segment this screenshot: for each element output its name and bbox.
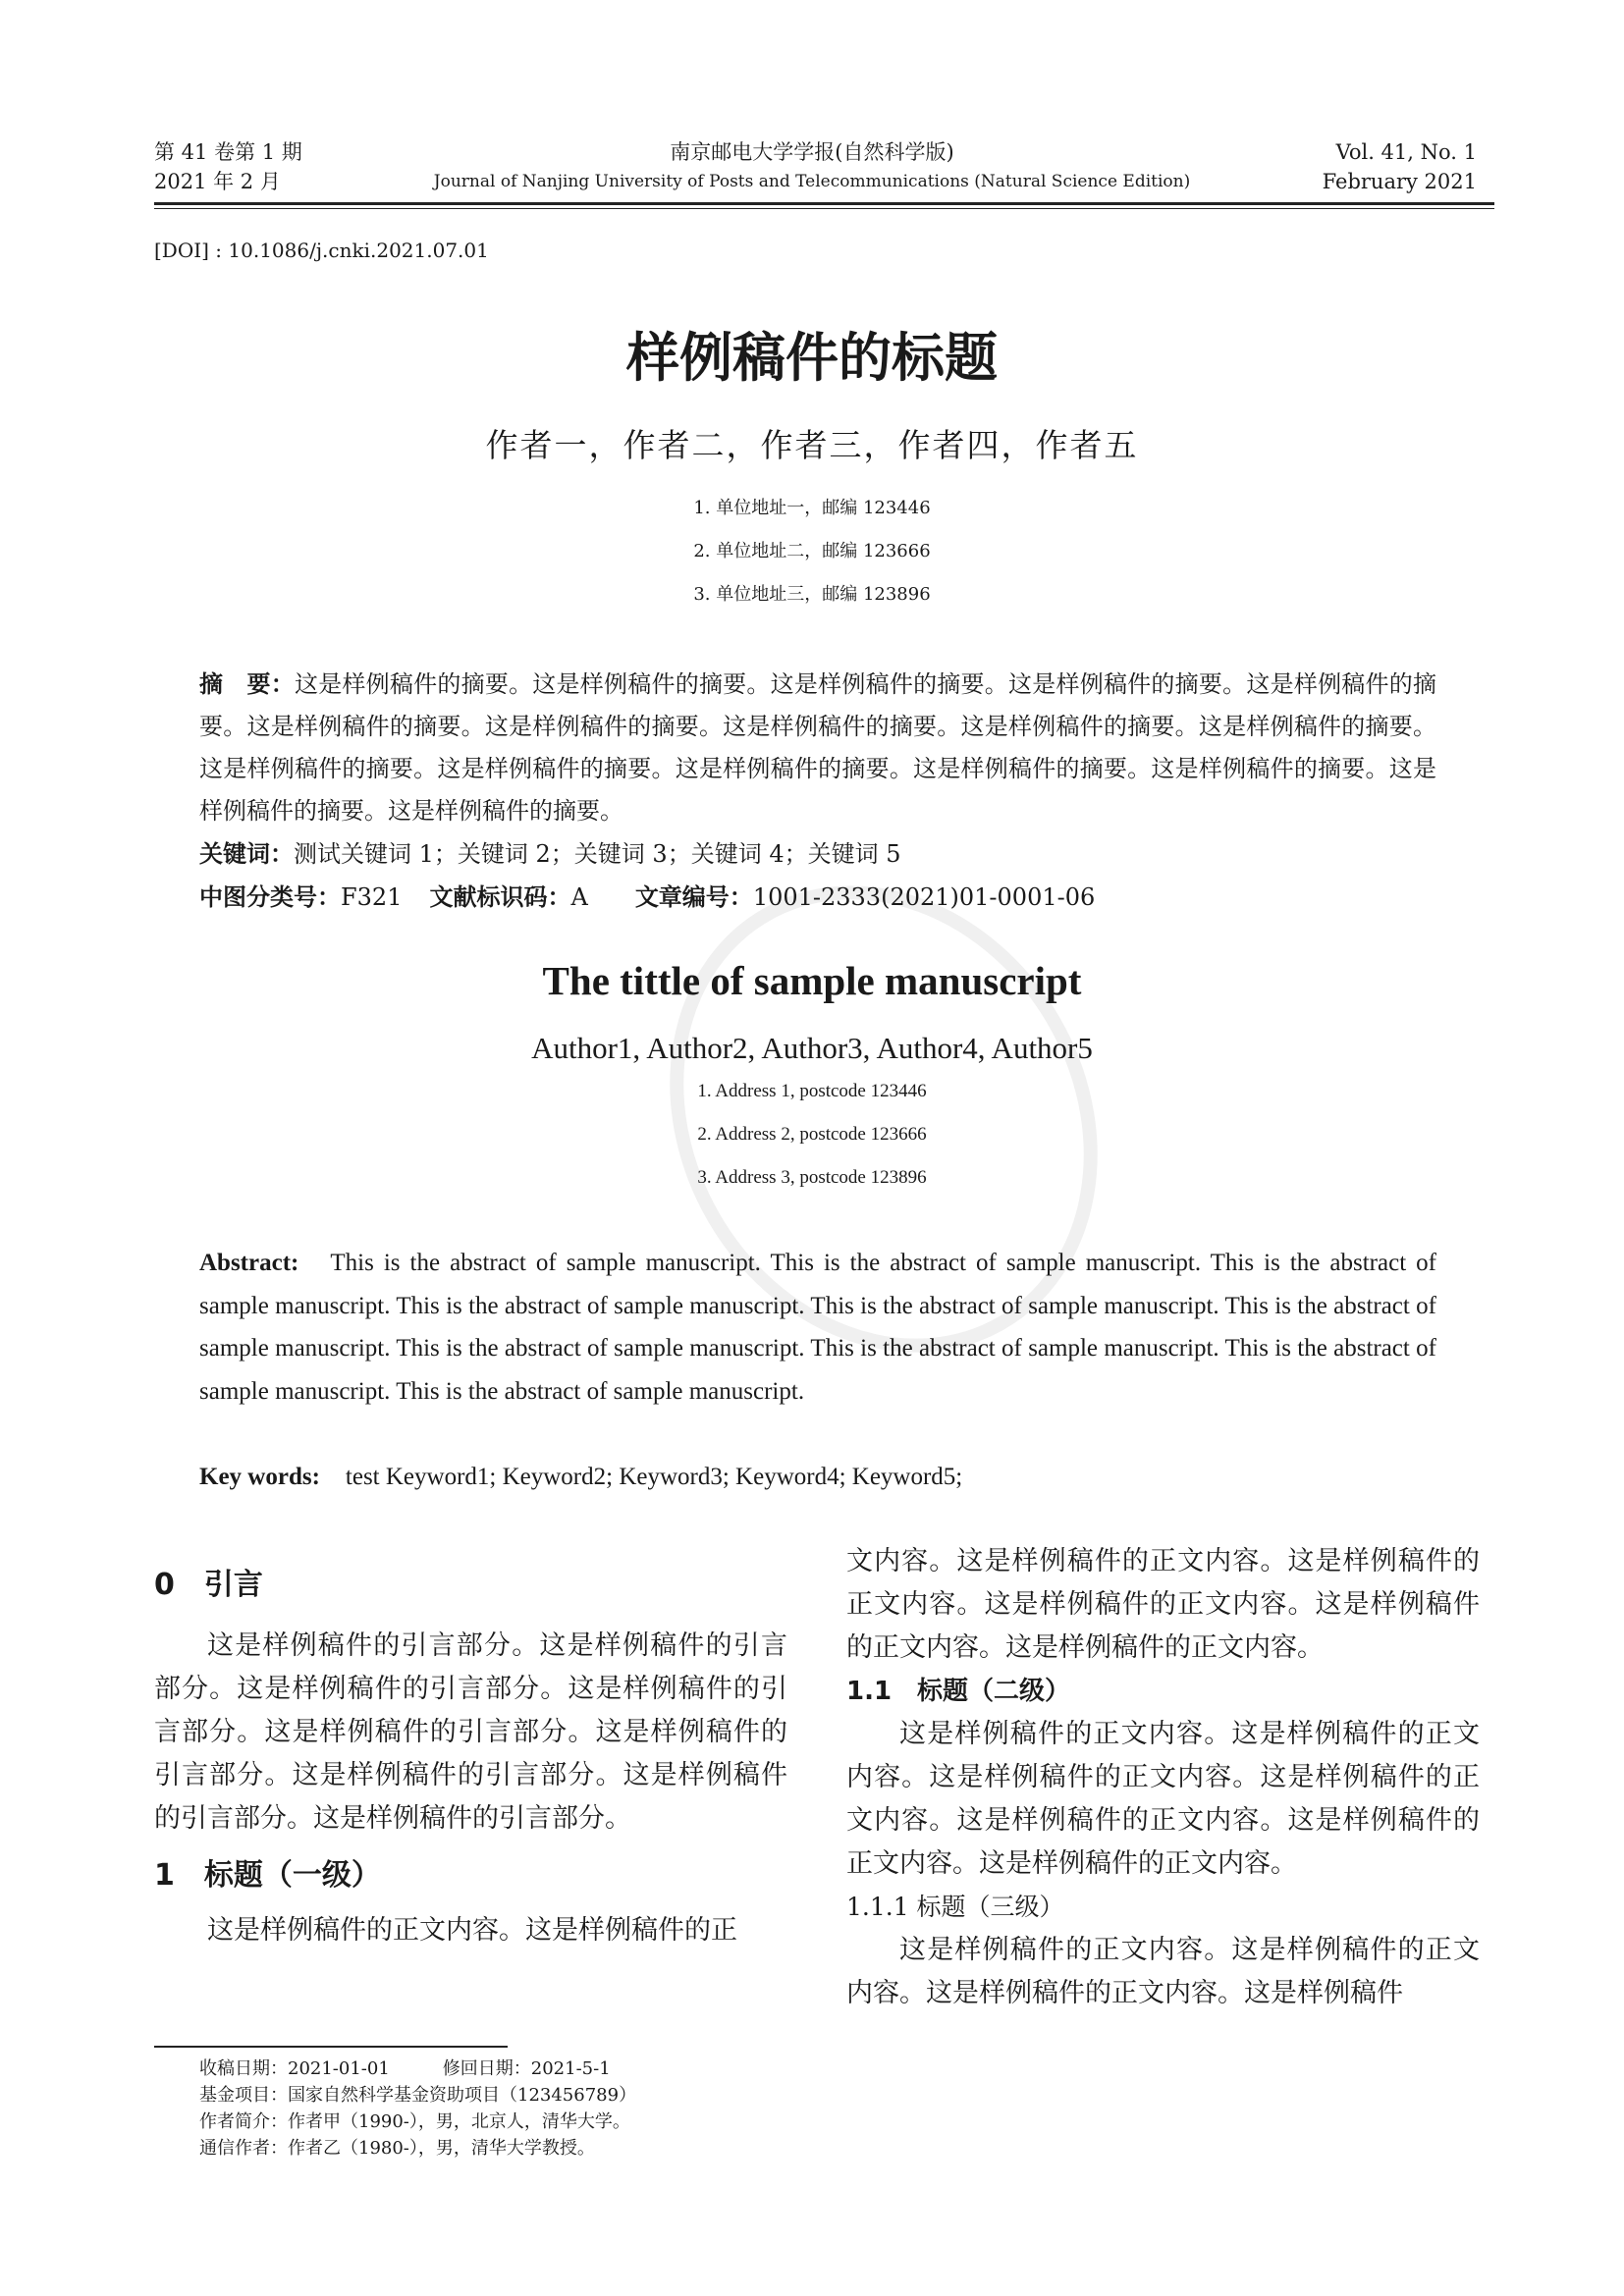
header-volume-en: Vol. 41, No. 1	[1335, 140, 1477, 164]
article-no-label: 文章编号：	[634, 883, 753, 911]
keywords-en	[199, 1456, 1436, 1499]
section-1-paragraph-start: 这是样例稿件的正文内容。这是样例稿件的正	[207, 1915, 737, 1946]
authors-en: Author1, Author2, Author3, Author4, Author5	[531, 1031, 1093, 1065]
section-heading-1-1-1: 1.1.1 标题（三级）	[846, 1893, 1064, 1921]
header-rule-thick	[154, 202, 1494, 205]
header-date-en: February 2021	[1322, 170, 1477, 193]
keywords-en-label: Key words:	[199, 1464, 320, 1490]
abstract-en-label: Abstract:	[199, 1250, 299, 1276]
classification-line	[199, 877, 1436, 919]
abstract-cn	[199, 664, 1436, 832]
clc-value: F321	[341, 883, 403, 911]
paper-title-cn: 样例稿件的标题	[626, 327, 998, 389]
header-journal	[295, 137, 1329, 196]
footnote-author-bio: 作者简介：作者甲（1990-），男，北京人，清华大学。	[199, 2111, 630, 2132]
affiliation-cn-2: 2. 单位地址二，邮编 123666	[693, 541, 931, 561]
header-volume-cn: 第 41 卷第 1 期	[154, 140, 302, 164]
keywords-cn-label: 关键词：	[199, 840, 294, 868]
clc-label: 中图分类号：	[199, 883, 341, 911]
header-rule-thin	[154, 208, 1494, 209]
affiliation-en-2: 2. Address 2, postcode 123666	[697, 1124, 927, 1145]
doc-code-value: A	[570, 883, 588, 911]
section-heading-intro: 0 引言	[154, 1568, 263, 1602]
body-right-column	[846, 1540, 1480, 2015]
section-1-1-1-paragraph: 这是样例稿件的正文内容。这是样例稿件的正文内容。这是样例稿件的正文内容。这是样例稿件	[846, 1935, 1480, 2008]
section-heading-1: 1 标题（一级）	[154, 1858, 381, 1893]
affiliation-cn-3: 3. 单位地址三，邮编 123896	[693, 584, 931, 605]
footnote-corresponding-author: 通信作者：作者乙（1980-），男，清华大学教授。	[199, 2138, 595, 2159]
footnote-received: 收稿日期：2021-01-01 修回日期：2021-5-1	[199, 2058, 611, 2079]
footnote-rule	[154, 2046, 508, 2048]
header-issue	[154, 137, 302, 196]
keywords-en-text: test Keyword1; Keyword2; Keyword3; Keyword4; Keyword5;	[345, 1464, 963, 1490]
abstract-cn-label: 摘 要：	[199, 670, 295, 698]
affiliation-en-1: 1. Address 1, postcode 123446	[697, 1081, 927, 1101]
article-no-value: 1001-2333(2021)01-0001-06	[752, 883, 1096, 911]
body-left-column	[154, 1564, 787, 1952]
keywords-cn-text: 测试关键词 1；关键词 2；关键词 3；关键词 4；关键词 5	[294, 840, 901, 868]
header-volume	[1323, 137, 1477, 196]
journal-name-en: Journal of Nanjing University of Posts and Telecommunications (Natural Science Edition)	[433, 172, 1191, 191]
intro-paragraph: 这是样例稿件的引言部分。这是样例稿件的引言部分。这是样例稿件的引言部分。这是样例稿件的引言部分。这是样例稿件的引言部分。这是样例稿件的引言部分。这是样例稿件的引言部分。这是样例稿件的引言部分。这是样例稿件的引言部分。	[154, 1630, 787, 1834]
doc-code-label: 文献标识码：	[429, 883, 571, 911]
abstract-cn-text: 这是样例稿件的摘要。这是样例稿件的摘要。这是样例稿件的摘要。这是样例稿件的摘要。这是样例稿件的摘要。这是样例稿件的摘要。这是样例稿件的摘要。这是样例稿件的摘要。这是样例稿件的摘要。这是样例稿件的摘要。这是样例稿件的摘要。这是样例稿件的摘要。这是样例稿件的摘要。这是样例稿件的摘要。这是样例稿件的摘要。这是样例稿件的摘要。这是样例稿件的摘要。	[199, 670, 1437, 825]
abstract-en-text: This is the abstract of sample manuscript. This is the abstract of sample manuscript. This is the abstract of sample manuscript. This is the abstract of sample manuscript. This is the abstract of sample manuscript. This is the abstract of sample manuscript. This is the abstract of sample manuscript. This is the abstract of sample manuscript. This is the abstract of sample manuscript. This is the abstract of sample manuscript.	[199, 1250, 1436, 1405]
header-date-cn: 2021 年 2 月	[154, 170, 281, 193]
section-1-1-paragraph: 这是样例稿件的正文内容。这是样例稿件的正文内容。这是样例稿件的正文内容。这是样例稿件的正文内容。这是样例稿件的正文内容。这是样例稿件的正文内容。这是样例稿件的正文内容。	[846, 1719, 1480, 1879]
abstract-en	[199, 1242, 1436, 1413]
keywords-cn	[199, 833, 1436, 876]
footnote-fund: 基金项目：国家自然科学基金资助项目（123456789）	[199, 2085, 637, 2106]
authors-cn: 作者一，作者二，作者三，作者四，作者五	[485, 426, 1139, 464]
section-1-paragraph-continued: 文内容。这是样例稿件的正文内容。这是样例稿件的正文内容。这是样例稿件的正文内容。这是样例稿件的正文内容。这是样例稿件的正文内容。	[846, 1546, 1480, 1663]
affiliation-cn-1: 1. 单位地址一，邮编 123446	[693, 498, 931, 518]
journal-name-cn: 南京邮电大学学报(自然科学版)	[670, 140, 954, 164]
paper-title-en: The tittle of sample manuscript	[542, 958, 1082, 1003]
doi: [DOI] : 10.1086/j.cnki.2021.07.01	[154, 239, 489, 262]
footnotes	[199, 2056, 636, 2162]
affiliation-en-3: 3. Address 3, postcode 123896	[697, 1167, 927, 1188]
section-heading-1-1: 1.1 标题（二级）	[846, 1677, 1071, 1706]
